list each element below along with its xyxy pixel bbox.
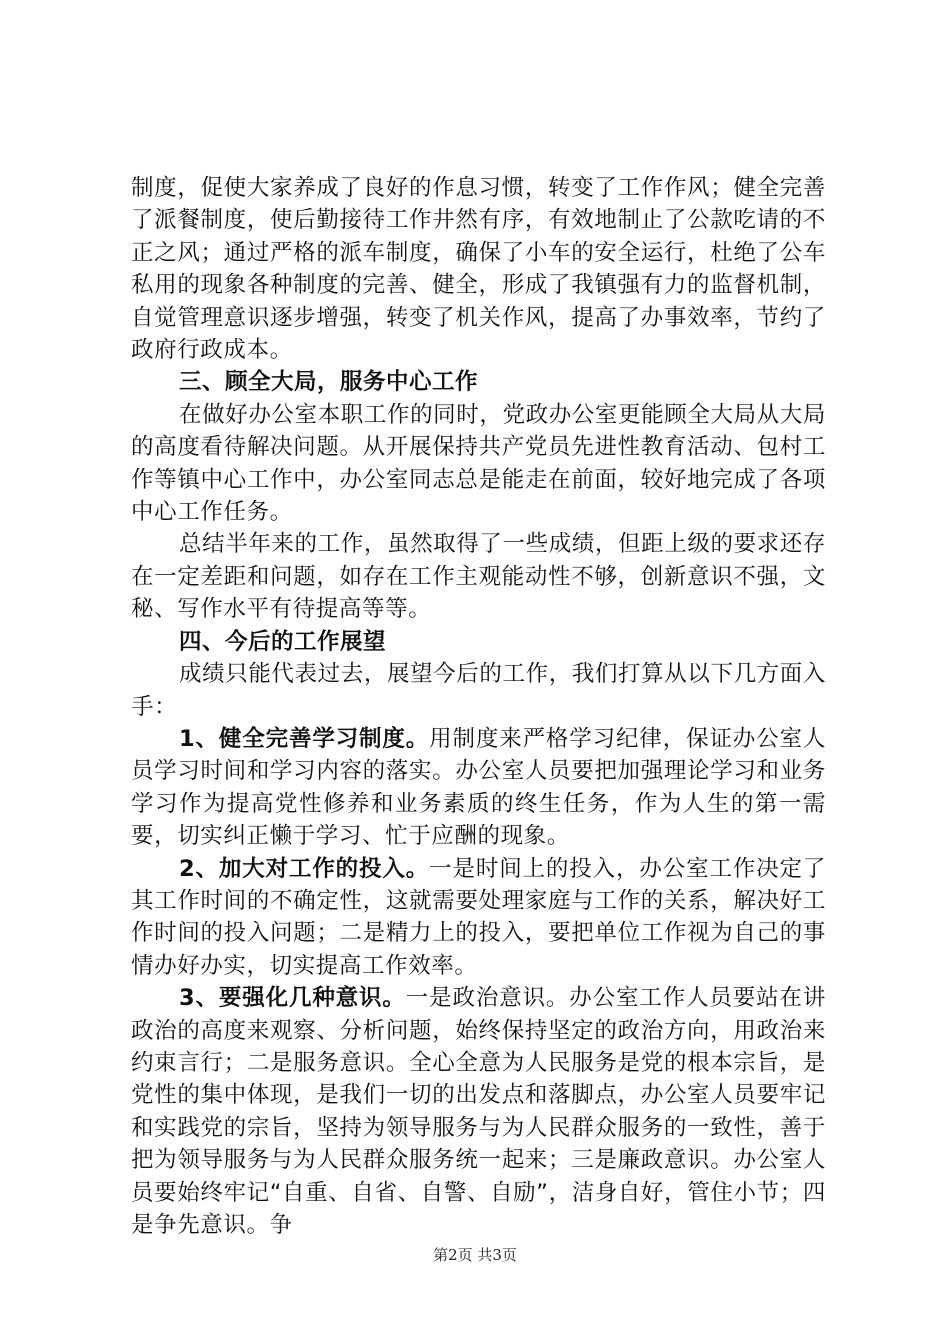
list-item-awareness [131,982,826,1241]
paragraph-system-building: 制度，促使大家养成了良好的作息习惯，转变了工作作风；健全完善了派餐制度，使后勤接待工作井然有序，有效地制止了公款吃请的不正之风；通过严格的派车制度，确保了小车的安全运行，杜绝了公车私用的现象各种制度的完善、健全，形成了我镇强有力的监督机制，自觉管理意识逐步增强，转变了机关作风，提高了办事效率，节约了政府行政成本。 [131,175,826,364]
list-item-body: 一是政治意识。办公室工作人员要站在讲政治的高度来观察、分析问题，始终保持坚定的政治方向，用政治来约束言行；二是服务意识。全心全意为人民服务是党的根本宗旨，是党性的集中体现，是我们一切的出发点和落脚点，办公室人员要牢记和实践党的宗旨，坚持为领导服务与为人民群众服务的一致性，善于把为领导服务与为人民群众服务统一起来；三是廉政意识。办公室人员要始终牢记“自重、自省、自警、自励”，洁身自好，管住小节；四是争先意识。争 [131,985,826,1238]
document-body [131,172,826,1241]
list-item-body: 用制度来严格学习纪律，保证办公室人员学习时间和学习内容的落实。办公室人员要把加强理论学习和业务学习作为提高党性修养和业务素质的终生任务，作为人生的第一需要，切实纠正懒于学习、忙于应酬的现象。 [131,725,826,850]
paragraph-outlook-intro: 成绩只能代表过去，展望今后的工作，我们打算从以下几方面入手： [131,661,826,720]
list-item-study-system [131,723,826,853]
list-item-work-investment [131,853,826,983]
section-heading-three: 三、顾全大局，服务中心工作 [179,369,479,396]
paragraph-summary: 总结半年来的工作，虽然取得了一些成绩，但距上级的要求还存在一定差距和问题，如存在工作主观能动性不够，创新意识不强，文秘、写作水平有待提高等等。 [131,531,826,623]
page-number-footer: 第2页 共3页 [433,1246,517,1264]
list-item-body: 一是时间上的投入，办公室工作决定了其工作时间的不确定性，这就需要处理家庭与工作的关系，解决好工作时间的投入问题；二是精力上的投入，要把单位工作视为自己的事情办好办实，切实提高工作效率。 [131,855,826,979]
list-item-lead: 3、要强化几种意识。 [179,985,406,1012]
list-item-lead: 1、健全完善学习制度。 [179,725,430,752]
section-heading-four: 四、今后的工作展望 [179,628,387,655]
paragraph-overall-situation: 在做好办公室本职工作的同时，党政办公室更能顾全大局从大局的高度看待解决问题。从开展保持共产党员先进性教育活动、包村工作等镇中心工作中，办公室同志总是能走在前面，较好地完成了各项中心工作任务。 [131,401,826,526]
list-item-lead: 2、加大对工作的投入。 [179,855,430,882]
